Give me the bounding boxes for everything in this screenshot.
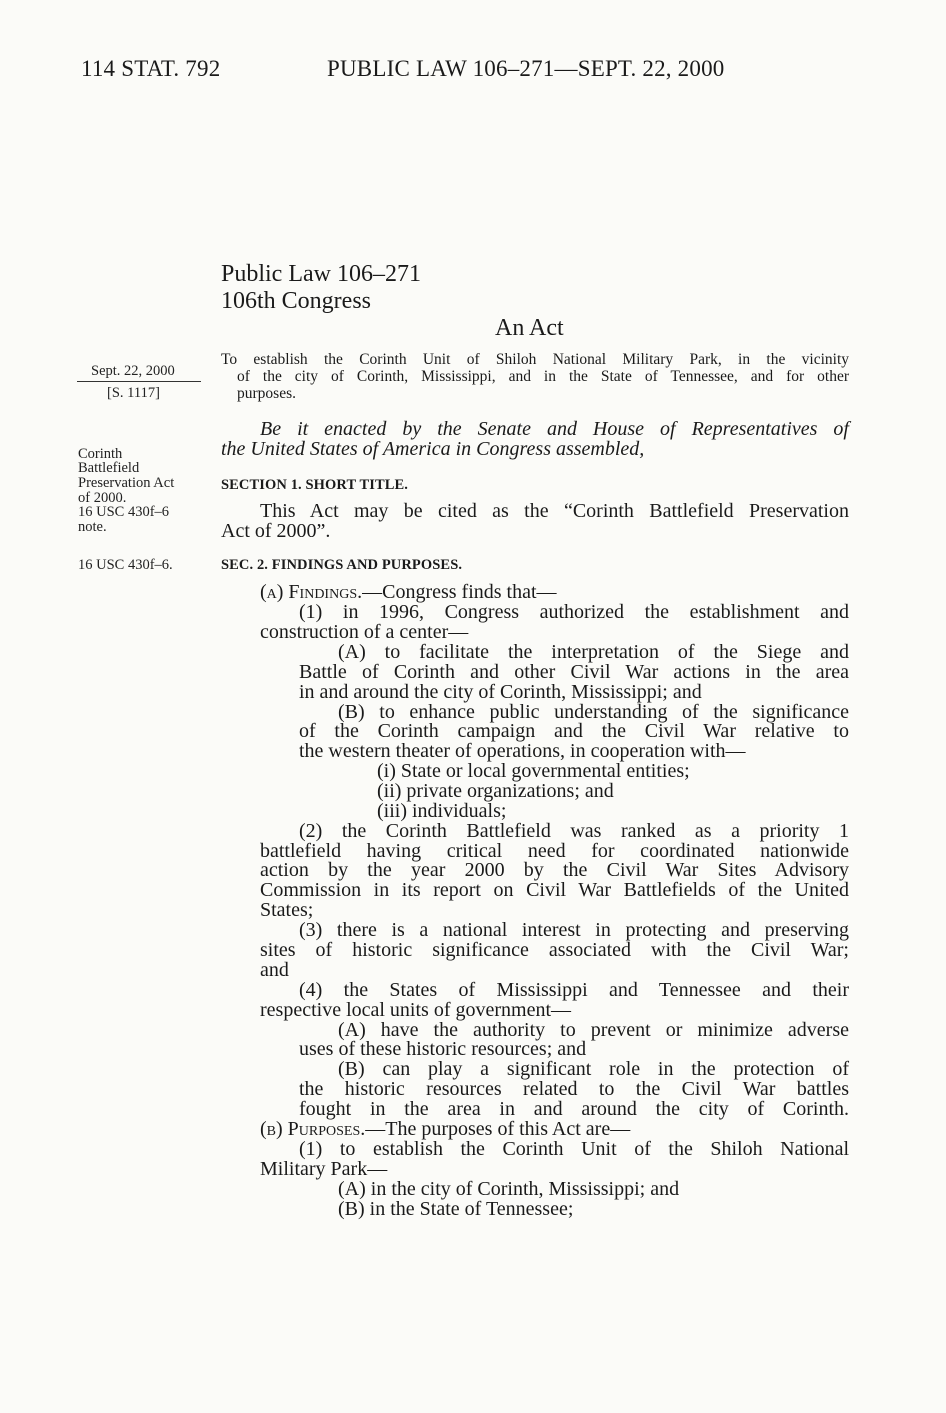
running-header: PUBLIC LAW 106–271—SEPT. 22, 2000 bbox=[327, 56, 725, 81]
finding-line-6: (B) to enhance public understanding of the significance bbox=[338, 701, 849, 723]
finding-line-25: the historic resources related to the Civil War battles bbox=[299, 1078, 849, 1100]
finding-line-17: (3) there is a national interest in protecting and preserving bbox=[299, 919, 849, 941]
purpose-line-3: purposes. bbox=[237, 385, 296, 402]
finding-line-20: (4) the States of Mississippi and Tennessee and their bbox=[299, 979, 849, 1001]
margin-bill-number: [S. 1117] bbox=[107, 385, 160, 401]
finding-line-3: (A) to facilitate the interpretation of the Siege and bbox=[338, 641, 849, 663]
purpose-line-1: To establish the Corinth Unit of Shiloh National Military Park, in the vicinity bbox=[221, 351, 849, 368]
section-1-line-2: Act of 2000”. bbox=[221, 520, 331, 542]
finding-line-21: respective local units of government— bbox=[260, 999, 572, 1021]
purpose-item-line-2: Military Park— bbox=[260, 1158, 388, 1180]
finding-line-15: Commission in its report on Civil War Battlefields of the United bbox=[260, 879, 849, 901]
purpose-item-line-4: (B) in the State of Tennessee; bbox=[338, 1198, 574, 1220]
congress-title: 106th Congress bbox=[221, 288, 371, 314]
finding-line-10: (ii) private organizations; and bbox=[377, 780, 614, 802]
finding-line-19: and bbox=[260, 959, 289, 981]
margin-usc-note-1: 16 USC 430f–6 bbox=[78, 504, 170, 520]
stat-page-number: 114 STAT. 792 bbox=[81, 56, 221, 81]
section-2-heading: SEC. 2. FINDINGS AND PURPOSES. bbox=[221, 557, 463, 573]
section-1-line-1: This Act may be cited as the “Corinth Battlefield Preservation bbox=[260, 500, 849, 522]
finding-line-9: (i) State or local governmental entities; bbox=[377, 760, 690, 782]
purposes-label: (b) Purposes. bbox=[260, 1118, 366, 1140]
finding-line-2: construction of a center— bbox=[260, 621, 469, 643]
finding-line-14: action by the year 2000 by the Civil War Sites Advisory bbox=[260, 859, 849, 881]
finding-line-12: (2) the Corinth Battlefield was ranked as a priority 1 bbox=[299, 820, 849, 842]
finding-line-24: (B) can play a significant role in the protection of bbox=[338, 1058, 849, 1080]
finding-line-23: uses of these historic resources; and bbox=[299, 1038, 587, 1060]
purpose-item-line-3: (A) in the city of Corinth, Mississippi; and bbox=[338, 1178, 680, 1200]
enacting-clause-1: Be it enacted by the Senate and House of Representatives of bbox=[260, 418, 849, 440]
finding-line-1: (1) in 1996, Congress authorized the establishment and bbox=[299, 601, 849, 623]
margin-date: Sept. 22, 2000 bbox=[91, 363, 175, 379]
purposes-paragraph-start bbox=[260, 1120, 630, 1140]
finding-line-4: Battle of Corinth and other Civil War actions in the area bbox=[299, 661, 849, 683]
purpose-item-line-1: (1) to establish the Corinth Unit of the Shiloh National bbox=[299, 1138, 849, 1160]
finding-line-11: (iii) individuals; bbox=[377, 800, 507, 822]
findings-text: —Congress finds that— bbox=[362, 581, 557, 603]
margin-short-title-2: Battlefield bbox=[78, 460, 140, 476]
section-1-heading: SECTION 1. SHORT TITLE. bbox=[221, 477, 409, 493]
margin-short-title-3: Preservation Act bbox=[78, 475, 175, 491]
margin-usc-note-2: note. bbox=[78, 519, 107, 535]
findings-paragraph-start bbox=[260, 583, 557, 603]
finding-line-22: (A) have the authority to prevent or minimize adverse bbox=[338, 1019, 849, 1041]
finding-line-7: of the Corinth campaign and the Civil War relative to bbox=[299, 720, 849, 742]
margin-short-title-4: of 2000. bbox=[78, 490, 127, 506]
public-law-title: Public Law 106–271 bbox=[221, 261, 421, 287]
finding-line-26: fought in the area in and around the city of Corinth. bbox=[299, 1098, 849, 1120]
purpose-line-2: of the city of Corinth, Mississippi, and in the State of Tennessee, and for other bbox=[237, 368, 849, 385]
findings-label: (a) Findings. bbox=[260, 581, 363, 603]
enacting-clause-2: the United States of America in Congress assembled, bbox=[221, 438, 645, 460]
margin-usc-sec2: 16 USC 430f–6. bbox=[78, 557, 173, 573]
finding-line-8: the western theater of operations, in cooperation with— bbox=[299, 740, 746, 762]
margin-rule bbox=[77, 381, 201, 382]
finding-line-5: in and around the city of Corinth, Mississippi; and bbox=[299, 681, 702, 703]
finding-line-13: battlefield having critical need for coordinated nationwide bbox=[260, 840, 849, 862]
an-act-title: An Act bbox=[495, 315, 564, 341]
finding-line-16: States; bbox=[260, 899, 314, 921]
purposes-text: —The purposes of this Act are— bbox=[365, 1118, 631, 1140]
margin-short-title-1: Corinth bbox=[78, 446, 123, 462]
finding-line-18: sites of historic significance associated with the Civil War; bbox=[260, 939, 849, 961]
